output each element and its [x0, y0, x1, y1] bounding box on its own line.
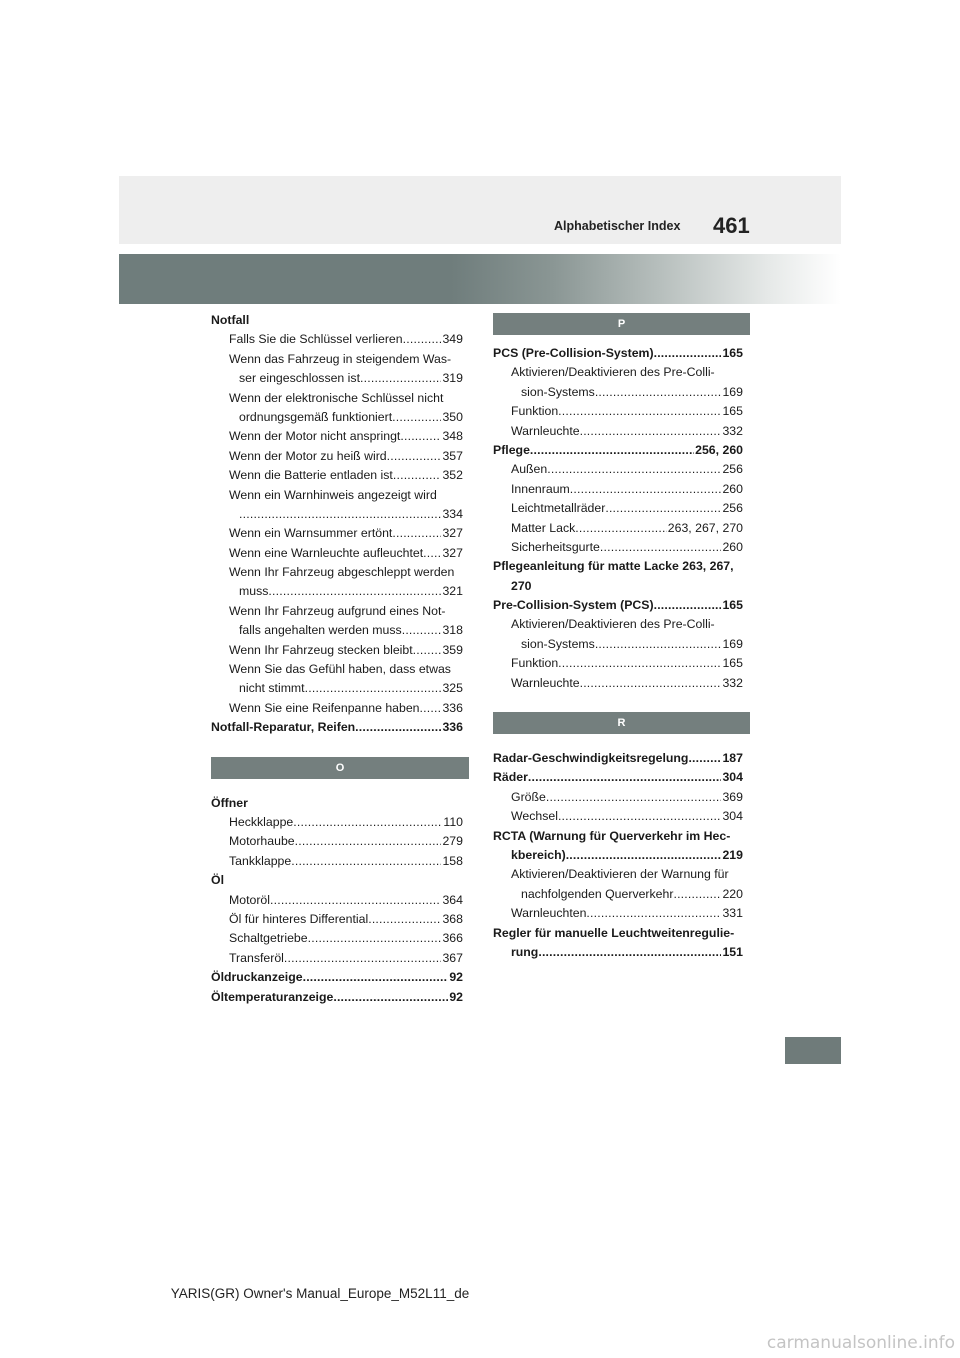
- index-entry: [211, 563, 463, 582]
- index-entry-page: 304: [722, 770, 743, 785]
- index-entry: [493, 788, 743, 807]
- index-entry: [493, 557, 743, 576]
- index-entry-text: Pflegeanleitung für matte Lacke 263, 267,: [493, 559, 734, 574]
- index-entry: [211, 794, 463, 813]
- index-entry-text: Pflege: [493, 442, 530, 457]
- index-entry: [211, 408, 463, 427]
- index-entry-page: 256: [722, 462, 743, 477]
- index-entry: [493, 924, 743, 943]
- index-entry-page: 366: [442, 931, 463, 946]
- index-entry-page: 256: [722, 501, 743, 516]
- index-entry-page: [462, 871, 463, 890]
- index-entry-text: Wenn Ihr Fahrzeug stecken bleibt: [229, 642, 413, 657]
- index-entry-text: Warnleuchte: [511, 675, 580, 690]
- dot-leader: [268, 582, 441, 601]
- index-entry: [211, 369, 463, 388]
- index-entry-text: sion-Systems: [521, 384, 595, 399]
- index-entry-text: Motorhaube: [229, 834, 295, 849]
- index-entry-text: Öldruckanzeige: [211, 970, 303, 985]
- dot-leader: [360, 369, 441, 388]
- dot-leader: [730, 827, 742, 846]
- index-entry-page: 220: [722, 886, 743, 901]
- index-entry-page: 318: [442, 623, 463, 638]
- index-entry: [493, 363, 743, 382]
- index-entry-text: ordnungsgemäß funktioniert: [239, 409, 393, 424]
- index-entry-page: 331: [722, 906, 743, 921]
- dot-leader: [566, 846, 722, 865]
- index-entry-text: RCTA (Warnung für Querverkehr im Hec-: [493, 828, 731, 843]
- index-entry-text: Öl: [211, 873, 224, 888]
- index-entry: [493, 422, 743, 441]
- dot-leader: [530, 441, 694, 460]
- index-entry-page: 219: [722, 847, 743, 862]
- index-entry-text: Wenn eine Warnleuchte aufleuchtet: [229, 545, 424, 560]
- dot-leader: [558, 402, 721, 421]
- index-entry-page: 369: [722, 789, 743, 804]
- index-entry-text: Pre-Collision-System (PCS): [493, 598, 654, 613]
- index-entry: [493, 596, 743, 615]
- dot-leader: [586, 904, 721, 923]
- dot-leader: [654, 596, 722, 615]
- index-entry-text: Heckklappe: [229, 814, 294, 829]
- index-entry: [493, 344, 743, 363]
- index-entry: [211, 968, 463, 987]
- index-entry-text: Wenn der Motor zu heiß wird: [229, 448, 387, 463]
- index-entry-page: 165: [722, 656, 743, 671]
- index-entry: [493, 538, 743, 557]
- index-entry: [493, 885, 743, 904]
- index-entry-page: 319: [442, 371, 463, 386]
- index-entry: [211, 311, 463, 330]
- index-entry-page: 336: [442, 720, 463, 735]
- index-entry-text: Öl für hinteres Differential: [229, 911, 369, 926]
- footer-text: YARIS(GR) Owner's Manual_Europe_M52L11_de: [170, 1286, 470, 1301]
- index-entry-text: falls angehalten werden muss: [239, 623, 402, 638]
- dot-leader: [239, 505, 441, 524]
- index-entry: [211, 466, 463, 485]
- page-number: 461: [713, 213, 750, 238]
- dot-leader: [654, 344, 722, 363]
- index-entry-text: Öffner: [211, 795, 248, 810]
- index-entry-page: 332: [722, 675, 743, 690]
- index-entry-page: 332: [722, 423, 743, 438]
- dot-leader: [420, 699, 442, 718]
- index-entry: [211, 427, 463, 446]
- index-entry-page: 165: [722, 346, 743, 360]
- index-entry: [211, 621, 463, 640]
- dot-leader: [392, 524, 441, 543]
- index-entry-page: 187: [722, 751, 743, 766]
- dot-leader: [734, 557, 742, 576]
- index-entry-page: 327: [442, 526, 463, 541]
- index-entry-text: Wenn Sie das Gefühl haben, dass etwas: [229, 662, 451, 677]
- index-entry-text: muss: [239, 584, 269, 599]
- index-entry-text: Öltemperaturanzeige: [211, 989, 334, 1004]
- index-entry-page: 349: [442, 332, 463, 347]
- index-entry: [211, 929, 463, 948]
- index-entry-text: Tankklappe: [229, 853, 292, 868]
- index-entry: [493, 441, 743, 460]
- index-entry-text: Innenraum: [511, 481, 570, 496]
- index-entry-text: Wenn das Fahrzeug in steigendem Was-: [229, 351, 452, 366]
- dot-leader: [580, 422, 722, 441]
- index-entry: [493, 943, 743, 962]
- dot-leader: [443, 389, 462, 408]
- index-entry: [493, 480, 743, 499]
- index-entry-text: Wenn Ihr Fahrzeug abgeschleppt werden: [229, 565, 455, 580]
- header-band: [119, 254, 841, 304]
- dot-leader: [293, 813, 442, 832]
- dot-leader: [333, 988, 448, 1007]
- index-entry-page: 364: [442, 892, 463, 907]
- index-entry-text: Notfall: [211, 313, 250, 327]
- index-entry-page: 169: [722, 636, 743, 651]
- index-entry-text: nicht stimmt: [239, 681, 305, 696]
- index-entry-text: Wenn Sie eine Reifenpanne haben: [229, 700, 420, 715]
- dot-leader: [546, 788, 722, 807]
- index-entry: [493, 577, 743, 596]
- dot-leader: [445, 602, 462, 621]
- index-entry: [211, 330, 463, 349]
- index-entry-page: 368: [442, 911, 463, 926]
- header-title: Alphabetischer Index: [554, 219, 681, 233]
- index-entry: [211, 505, 463, 524]
- index-entry-text: sion-Systems: [521, 636, 595, 651]
- index-entry-page: [742, 577, 743, 596]
- dot-leader: [402, 621, 442, 640]
- index-entry: [493, 615, 743, 634]
- index-entry-text: Radar-Geschwindigkeitsregelung: [493, 751, 689, 766]
- dot-leader: [295, 832, 442, 851]
- index-entry: [493, 846, 743, 865]
- index-entry-page: 92: [449, 989, 463, 1004]
- section-header-p: P: [493, 313, 750, 335]
- index-entry: [493, 674, 743, 693]
- index-entry: [493, 635, 743, 654]
- index-entry-text: kbereich): [511, 847, 566, 862]
- index-entry-page: [462, 602, 463, 621]
- index-entry-text: Funktion: [511, 656, 559, 671]
- index-entry-text: Wenn der elektronische Schlüssel nicht: [229, 390, 444, 405]
- index-entry: [211, 852, 463, 871]
- dot-leader: [688, 749, 721, 768]
- index-entry-page: 263, 267, 270: [667, 520, 743, 535]
- index-entry-text: Motoröl: [229, 892, 271, 907]
- index-entry: [211, 602, 463, 621]
- index-entry: [211, 871, 463, 890]
- index-entry-page: [462, 486, 463, 505]
- index-entry-page: 336: [442, 700, 463, 715]
- index-entry: [211, 524, 463, 543]
- index-entry: [211, 832, 463, 851]
- index-entry-page: [462, 311, 463, 330]
- dot-leader: [673, 885, 721, 904]
- index-entry: [493, 904, 743, 923]
- index-entry-text: Funktion: [511, 404, 559, 419]
- dot-leader: [249, 311, 462, 330]
- index-entry: [211, 891, 463, 910]
- index-entry-text: Notfall-Reparatur, Reifen: [211, 720, 356, 735]
- dot-leader: [605, 499, 721, 518]
- index-entry: [211, 949, 463, 968]
- index-entry-page: 151: [722, 944, 743, 959]
- index-entry: [211, 544, 463, 563]
- index-entry-text: Räder: [493, 770, 528, 785]
- index-entry-page: 92: [449, 970, 463, 985]
- index-entry-page: 350: [442, 409, 463, 424]
- thumb-index-tab: [785, 1037, 841, 1064]
- index-entry-text: Aktivieren/Deaktivieren der Warnung für: [511, 867, 729, 882]
- watermark: carmanualsonline.info: [766, 1333, 955, 1353]
- index-entry-page: 260: [722, 481, 743, 496]
- index-entry-text: Sicherheitsgurte: [511, 539, 600, 554]
- index-entry: [493, 402, 743, 421]
- dot-leader: [715, 363, 742, 382]
- index-entry: [211, 389, 463, 408]
- dot-leader: [392, 408, 441, 427]
- dot-leader: [403, 330, 442, 349]
- index-entry-text: Wechsel: [511, 809, 558, 824]
- index-entry-text: Warnleuchte: [511, 423, 580, 438]
- dot-leader: [451, 660, 462, 679]
- index-entry: [493, 519, 743, 538]
- dot-leader: [284, 949, 442, 968]
- dot-leader: [308, 929, 442, 948]
- index-entry-text: Wenn Ihr Fahrzeug aufgrund eines Not-: [229, 603, 446, 618]
- dot-leader: [547, 460, 721, 479]
- dot-leader: [248, 794, 462, 813]
- index-entry-page: 327: [442, 545, 463, 560]
- index-entry-page: 334: [442, 506, 463, 521]
- dot-leader: [368, 910, 441, 929]
- index-entry-page: 357: [442, 448, 463, 463]
- index-entry: [211, 813, 463, 832]
- index-column-right: [493, 311, 743, 962]
- index-entry: [211, 447, 463, 466]
- index-entry-page: 110: [443, 814, 463, 829]
- section-header-o: O: [211, 757, 469, 779]
- dot-leader: [393, 466, 442, 485]
- index-entry: [493, 499, 743, 518]
- index-entry-text: Wenn die Batterie entladen ist: [229, 468, 393, 483]
- index-entry-page: 279: [442, 834, 463, 849]
- index-entry: [493, 827, 743, 846]
- index-entry: [211, 718, 463, 737]
- index-entry: [493, 460, 743, 479]
- index-entry: [211, 486, 463, 505]
- index-entry-text: Wenn ein Warnhinweis angezeigt wird: [229, 487, 437, 502]
- dot-leader: [303, 968, 449, 987]
- index-entry-page: [462, 563, 463, 582]
- index-entry-text: Wenn ein Warnsummer ertönt: [229, 526, 393, 541]
- dot-leader: [270, 891, 441, 910]
- index-entry-page: [462, 660, 463, 679]
- index-entry-page: 367: [442, 950, 463, 965]
- index-entry-text: Schaltgetriebe: [229, 931, 308, 946]
- index-entry-page: [742, 827, 743, 846]
- dot-leader: [423, 544, 441, 563]
- index-entry: [211, 910, 463, 929]
- index-entry: [493, 768, 743, 787]
- index-entry: [493, 807, 743, 826]
- index-entry-page: 321: [442, 584, 463, 599]
- index-entry-page: [742, 865, 743, 884]
- index-entry-page: 158: [442, 853, 463, 868]
- index-entry-text: Größe: [511, 789, 546, 804]
- index-entry-page: [742, 924, 743, 943]
- index-entry: [211, 679, 463, 698]
- index-entry-text: Transferöl: [229, 950, 284, 965]
- dot-leader: [729, 865, 742, 884]
- index-entry-text: Warnleuchten: [511, 906, 587, 921]
- index-entry: [493, 865, 743, 884]
- index-entry: [211, 660, 463, 679]
- index-entry-text: Aktivieren/Deaktivieren des Pre-Colli-: [511, 365, 715, 380]
- dot-leader: [538, 943, 721, 962]
- index-entry-text: Außen: [511, 462, 548, 477]
- index-entry-text: 270: [511, 578, 532, 593]
- dot-leader: [734, 924, 742, 943]
- dot-leader: [580, 674, 722, 693]
- dot-leader: [400, 427, 441, 446]
- index-entry-text: PCS (Pre-Collision-System): [493, 346, 654, 360]
- index-entry-page: [462, 389, 463, 408]
- index-entry: [211, 699, 463, 718]
- dot-leader: [413, 641, 442, 660]
- dot-leader: [715, 615, 742, 634]
- dot-leader: [595, 635, 722, 654]
- index-entry-page: 359: [442, 642, 463, 657]
- dot-leader: [355, 718, 441, 737]
- index-entry: [211, 988, 463, 1007]
- index-entry-page: 256, 260: [695, 442, 743, 457]
- dot-leader: [224, 871, 462, 890]
- dot-leader: [454, 563, 462, 582]
- index-entry-page: 348: [442, 429, 463, 444]
- index-entry-page: [742, 615, 743, 634]
- dot-leader: [451, 350, 462, 369]
- index-entry-text: ser eingeschlossen ist: [239, 371, 360, 386]
- index-entry-page: 169: [722, 384, 743, 399]
- dot-leader: [528, 768, 722, 787]
- index-entry: [211, 582, 463, 601]
- dot-leader: [558, 807, 722, 826]
- index-entry-page: [742, 363, 743, 382]
- dot-leader: [558, 654, 721, 673]
- index-entry: [493, 654, 743, 673]
- index-entry: [211, 350, 463, 369]
- index-entry-text: nachfolgenden Querverkehr: [521, 886, 674, 901]
- index-entry-text: Aktivieren/Deaktivieren des Pre-Colli-: [511, 617, 715, 632]
- dot-leader: [532, 577, 742, 596]
- index-entry: [493, 383, 743, 402]
- section-header-r: R: [493, 712, 750, 734]
- index-entry: [493, 749, 743, 768]
- index-entry-text: Regler für manuelle Leuchtweitenregulie-: [493, 925, 735, 940]
- dot-leader: [575, 519, 667, 538]
- index-entry-page: 260: [722, 539, 743, 554]
- index-entry-text: Leichtmetallräder: [511, 501, 606, 516]
- dot-leader: [570, 480, 722, 499]
- index-entry-text: Falls Sie die Schlüssel verlieren: [229, 332, 403, 347]
- index-entry-page: 325: [442, 681, 463, 696]
- index-entry-page: [462, 794, 463, 813]
- index-entry-text: Matter Lack: [511, 520, 576, 535]
- index-entry-page: 304: [722, 809, 743, 824]
- dot-leader: [305, 679, 442, 698]
- index-column-left: [211, 311, 463, 1007]
- index-entry-page: 165: [722, 404, 743, 419]
- index-entry-page: 352: [442, 468, 463, 483]
- dot-leader: [437, 486, 462, 505]
- dot-leader: [595, 383, 722, 402]
- index-entry: [211, 641, 463, 660]
- index-entry-text: Wenn der Motor nicht anspringt: [229, 429, 401, 444]
- index-entry-page: 165: [722, 598, 743, 613]
- index-entry-page: [742, 557, 743, 576]
- index-entry-text: rung: [511, 944, 539, 959]
- dot-leader: [387, 447, 442, 466]
- index-entry-page: [462, 350, 463, 369]
- dot-leader: [600, 538, 722, 557]
- dot-leader: [291, 852, 441, 871]
